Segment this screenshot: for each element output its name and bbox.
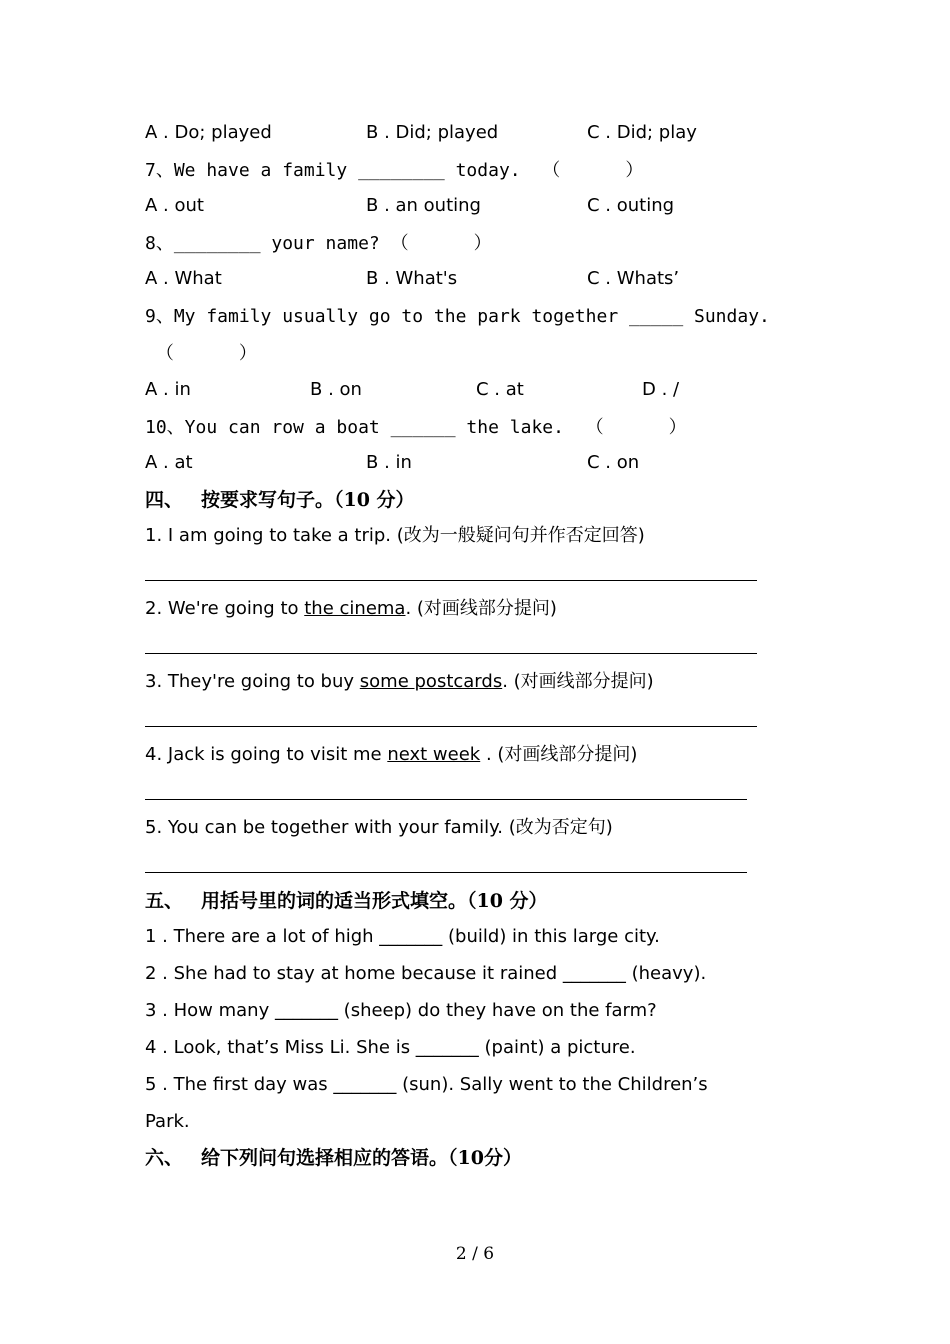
q7-option-c: C . outing xyxy=(587,195,675,216)
section4-heading xyxy=(145,488,415,512)
s5-item-5-continued: Park. xyxy=(145,1111,190,1132)
s5-item-4: 4 . Look, that’s Miss Li. She is _______ (paint) a picture. xyxy=(145,1037,636,1058)
page-number: 2 / 6 xyxy=(455,1244,495,1264)
q9-stem: 9、My family usually go to the park together _____ Sunday. xyxy=(145,306,770,327)
q7-stem: 7、We have a family ________ today. （ ） xyxy=(145,160,644,181)
section4-title: 按要求写句子。（10 分） xyxy=(201,489,415,511)
q6-option-a: A . Do; played xyxy=(145,122,272,143)
q9-stem-continued: （ ） xyxy=(145,343,257,364)
q7-option-a: A . out xyxy=(145,195,204,216)
q6-option-b: B . Did; played xyxy=(366,122,499,143)
q10-stem: 10、You can row a boat ______ the lake. （ ） xyxy=(145,417,687,438)
s4-item-2: 2. We're going to the cinema. (对画线部分提问) xyxy=(145,598,557,619)
q8-option-c: C . Whats’ xyxy=(587,268,680,289)
s4-answer-line-2[interactable] xyxy=(145,653,757,654)
s5-item-3: 3 . How many _______ (sheep) do they have on the farm? xyxy=(145,1000,657,1021)
q8-option-a: A . What xyxy=(145,268,222,289)
s4-item-2-underlined: the cinema xyxy=(304,598,406,619)
section5-title: 用括号里的词的适当形式填空。（10 分） xyxy=(201,890,548,912)
s4-item-4-underlined: next week xyxy=(387,744,481,765)
q8-stem: 8、________ your name? （ ） xyxy=(145,233,492,254)
q7-option-b: B . an outing xyxy=(366,195,481,216)
s4-item-5: 5. You can be together with your family. (改为否定句) xyxy=(145,817,613,838)
section4-number: 四、 xyxy=(145,489,184,511)
section6-heading xyxy=(145,1146,522,1170)
q9-option-a: A . in xyxy=(145,379,191,400)
section5-number: 五、 xyxy=(145,890,184,912)
q10-option-a: A . at xyxy=(145,452,193,473)
section5-heading xyxy=(145,889,548,913)
q10-option-b: B . in xyxy=(366,452,412,473)
q10-option-c: C . on xyxy=(587,452,640,473)
s4-item-3: 3. They're going to buy some postcards. (对画线部分提问) xyxy=(145,671,654,692)
s5-item-2: 2 . She had to stay at home because it rained _______ (heavy). xyxy=(145,963,707,984)
q9-option-d: D . / xyxy=(642,379,680,400)
q6-option-c: C . Did; play xyxy=(587,122,697,143)
section6-title: 给下列问句选择相应的答语。（10分） xyxy=(201,1147,522,1169)
s4-item-3-underlined: some postcards xyxy=(359,671,503,692)
s4-answer-line-5[interactable] xyxy=(145,872,747,873)
s4-answer-line-3[interactable] xyxy=(145,726,757,727)
s4-item-1: 1. I am going to take a trip. (改为一般疑问句并作否定回答) xyxy=(145,525,645,546)
q9-option-b: B . on xyxy=(310,379,362,400)
s4-answer-line-1[interactable] xyxy=(145,580,757,581)
q9-option-c: C . at xyxy=(476,379,524,400)
section6-number: 六、 xyxy=(145,1147,184,1169)
s4-item-4: 4. Jack is going to visit me next week . (对画线部分提问) xyxy=(145,744,638,765)
q8-option-b: B . What's xyxy=(366,268,458,289)
s5-item-5: 5 . The first day was _______ (sun). Sally went to the Children’s xyxy=(145,1074,708,1095)
s4-answer-line-4[interactable] xyxy=(145,799,747,800)
s5-item-1: 1 . There are a lot of high _______ (build) in this large city. xyxy=(145,926,660,947)
